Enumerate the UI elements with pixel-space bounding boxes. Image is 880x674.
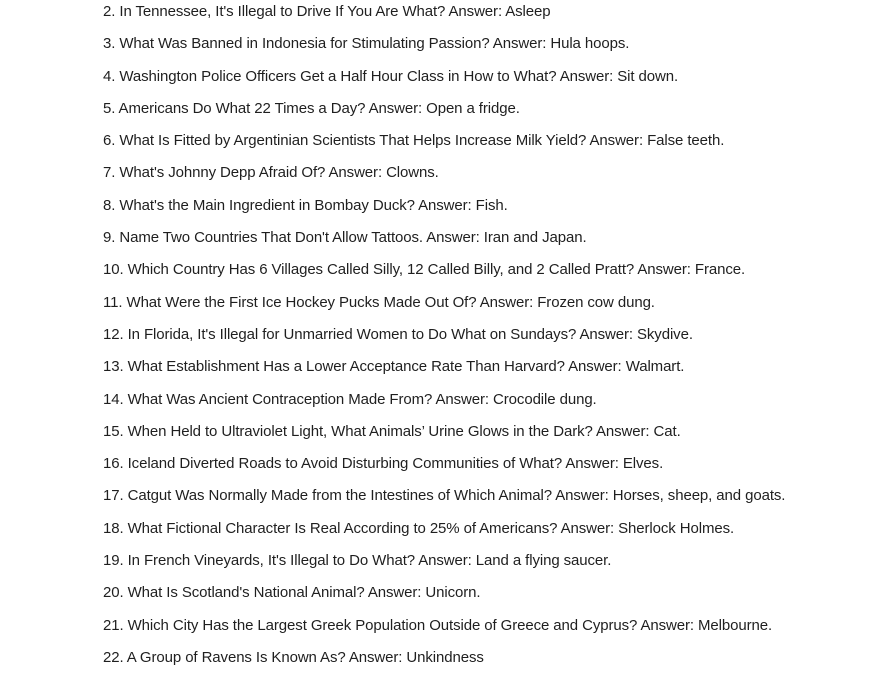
- question-item: 13. What Establishment Has a Lower Acceptance Rate Than Harvard? Answer: Walmart.: [103, 358, 685, 376]
- question-item: 7. What's Johnny Depp Afraid Of? Answer: Clowns.: [103, 164, 439, 182]
- question-item: 17. Catgut Was Normally Made from the Intestines of Which Animal? Answer: Horses, sheep, and goats.: [103, 487, 786, 505]
- question-item: 2. In Tennessee, It's Illegal to Drive If You Are What? Answer: Asleep: [103, 3, 551, 20]
- question-item: 11. What Were the First Ice Hockey Pucks Made Out Of? Answer: Frozen cow dung.: [103, 293, 655, 311]
- question-item: 3. What Was Banned in Indonesia for Stimulating Passion? Answer: Hula hoops.: [103, 35, 630, 53]
- question-item: 22. A Group of Ravens Is Known As? Answer: Unkindness: [103, 648, 484, 666]
- question-item: 12. In Florida, It's Illegal for Unmarried Women to Do What on Sundays? Answer: Skydive.: [103, 325, 693, 343]
- question-item: 4. Washington Police Officers Get a Half Hour Class in How to What? Answer: Sit down.: [103, 67, 679, 85]
- question-item: 8. What's the Main Ingredient in Bombay Duck? Answer: Fish.: [103, 196, 508, 214]
- question-item: 10. Which Country Has 6 Villages Called Silly, 12 Called Billy, and 2 Called Pratt? Answer: France.: [103, 261, 746, 279]
- question-item: 6. What Is Fitted by Argentinian Scientists That Helps Increase Milk Yield? Answer: False teeth.: [103, 132, 725, 150]
- question-item: 21. Which City Has the Largest Greek Population Outside of Greece and Cyprus? Answer: Melbourne.: [103, 616, 773, 634]
- question-item: 14. What Was Ancient Contraception Made From? Answer: Crocodile dung.: [103, 390, 597, 408]
- question-item: 19. In French Vineyards, It's Illegal to Do What? Answer: Land a flying saucer.: [103, 552, 612, 570]
- question-item: 5. Americans Do What 22 Times a Day? Answer: Open a fridge.: [103, 99, 520, 117]
- question-item: 16. Iceland Diverted Roads to Avoid Disturbing Communities of What? Answer: Elves.: [103, 455, 664, 473]
- question-item: 9. Name Two Countries That Don't Allow Tattoos. Answer: Iran and Japan.: [103, 229, 587, 247]
- question-item: 15. When Held to Ultraviolet Light, What Animals’ Urine Glows in the Dark? Answer: Cat.: [103, 422, 681, 440]
- question-item: 20. What Is Scotland's National Animal? Answer: Unicorn.: [103, 584, 481, 602]
- question-item: 18. What Fictional Character Is Real According to 25% of Americans? Answer: Sherlock Holmes.: [103, 519, 735, 537]
